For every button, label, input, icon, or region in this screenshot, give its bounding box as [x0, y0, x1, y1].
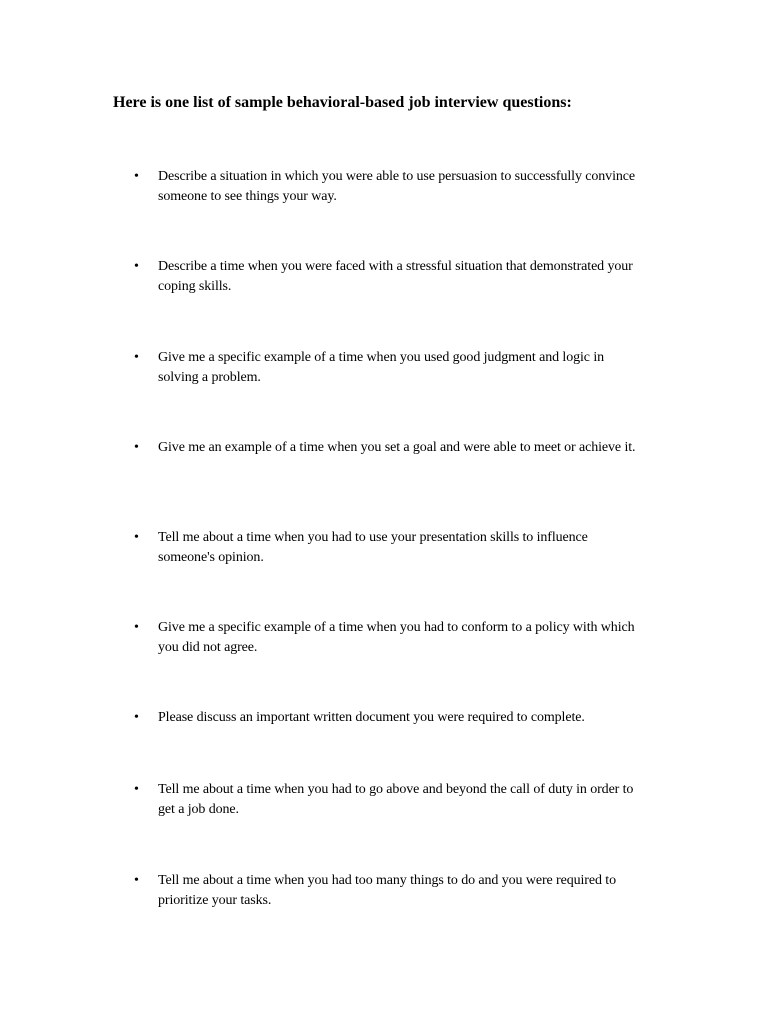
bullet-icon: • [134, 440, 139, 455]
list-item [134, 438, 644, 458]
question-text: Give me a specific example of a time when you had to conform to a policy with which you did not agree. [158, 620, 635, 655]
list-item [134, 618, 644, 657]
list-item [134, 708, 644, 728]
bullet-icon: • [134, 530, 139, 545]
question-text: Tell me about a time when you had to use your presentation skills to influence someone's opinion. [158, 530, 588, 565]
list-item [134, 871, 644, 910]
question-text: Give me a specific example of a time when you used good judgment and logic in solving a problem. [158, 350, 605, 385]
question-text: Please discuss an important written document you were required to complete. [158, 710, 585, 725]
question-text: Describe a situation in which you were able to use persuasion to successfully convince someone to see things your way. [158, 169, 635, 204]
question-text: Tell me about a time when you had too many things to do and you were required to prioritize your tasks. [158, 873, 616, 908]
bullet-icon: • [134, 350, 139, 365]
bullet-icon: • [134, 169, 139, 184]
list-item [134, 780, 644, 819]
question-text: Describe a time when you were faced with a stressful situation that demonstrated your coping skills. [158, 259, 633, 294]
bullet-icon: • [134, 782, 139, 797]
question-text: Tell me about a time when you had to go above and beyond the call of duty in order to get a job done. [158, 782, 634, 817]
bullet-icon: • [134, 873, 139, 888]
bullet-icon: • [134, 710, 139, 725]
document-heading: Here is one list of sample behavioral-based job interview questions: [113, 94, 572, 111]
question-text: Give me an example of a time when you set a goal and were able to meet or achieve it. [158, 440, 636, 455]
list-item [134, 348, 644, 387]
list-item [134, 167, 644, 206]
bullet-icon: • [134, 620, 139, 635]
list-item [134, 528, 644, 567]
list-item [134, 257, 644, 296]
bullet-icon: • [134, 259, 139, 274]
